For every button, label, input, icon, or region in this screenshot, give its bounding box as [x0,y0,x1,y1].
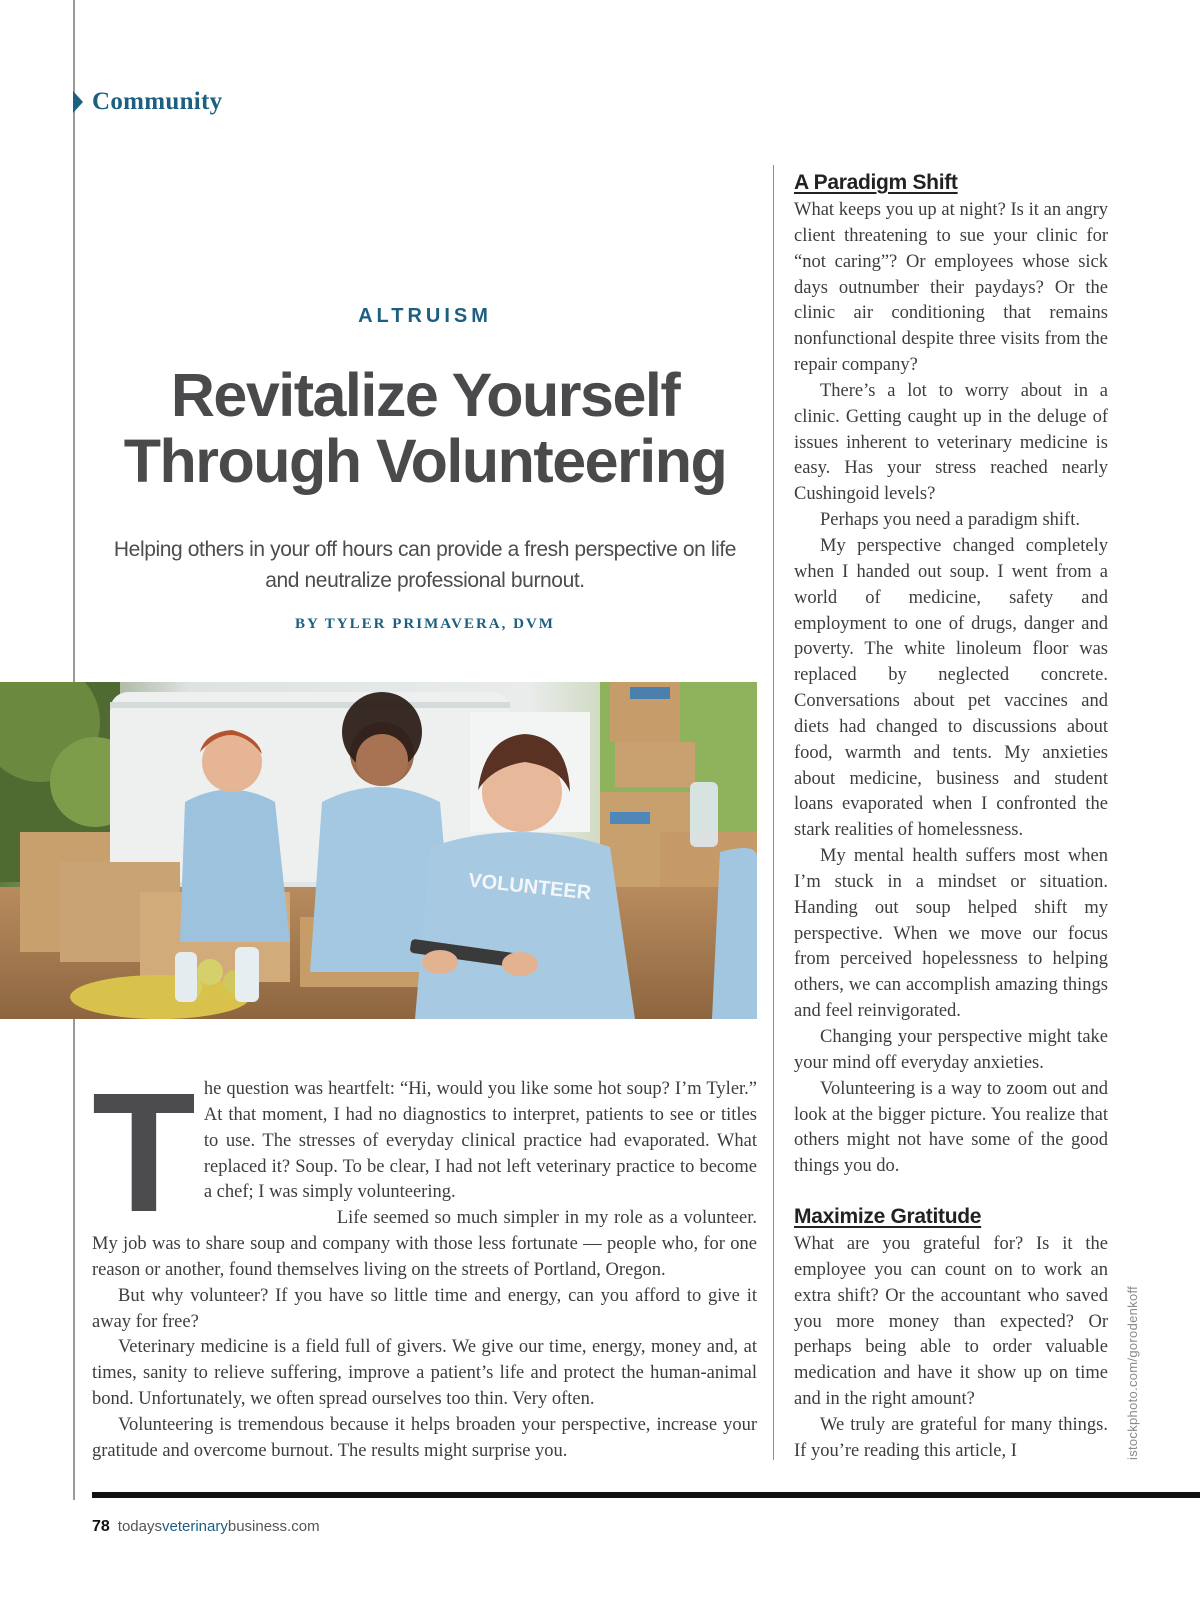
drop-cap: T [92,1058,196,1248]
column-rule [773,165,774,1460]
paragraph: What keeps you up at night? Is it an angry client threatening to sue your clinic for “not caring”? Or employees whose sick days outnumber their paydays? Or the clinic air conditioning that remains nonfunctional despite three visits from the repair company? [794,200,1108,376]
page-footer [92,1518,320,1536]
shirt-print: VOLUNTEER [467,869,593,905]
paragraph: There’s a lot to worry about in a clinic. Getting caught up in the deluge of issues inherent to veterinary medicine is easy. Has your stress reached nearly Cushingoid levels? [794,380,1108,505]
title-line-2: Through Volunteering [123,427,727,495]
triangle-marker-icon [73,91,83,113]
paragraph: We truly are grateful for many things. If you’re reading this article, I [794,1414,1108,1461]
article-byline: BY TYLER PRIMAVERA, DVM [295,616,555,632]
volunteers-photo [0,682,757,1019]
volunteers-illustration [0,682,757,1019]
article-kicker: ALTRUISM [358,305,492,327]
photo-credit: istockphoto.com/gorodenkoff [1125,1285,1140,1460]
paragraph: What are you grateful for? Is it the employee you can count on to work an extra shift? Or the accountant who saved you more money than expected? Or perhaps being able to order valuable medication and have it show up on time and in the right amount? [794,1234,1108,1410]
paragraph: Volunteering is a way to zoom out and look at the bigger picture. You realize that others might not have some of the good things you do. [794,1078,1108,1177]
article-title [75,362,775,494]
paragraph: My mental health suffers most when I’m stuck in a mindset or situation. Handing out soup helped shift my perspective. When we move our focus from perceived hopelessness to helping others, we can accomplish amazing things and feel reinvigorated. [794,846,1108,1022]
subhead-paradigm-shift: A Paradigm Shift [794,171,958,194]
paragraph-text: he question was heartfelt: “Hi, would you like some hot soup? I’m Tyler.” At that moment, I had no diagnostics to interpret, patients to see or titles to use. The stresses of everyday clinical practice had evaporated. What replaced it? Soup. To be clear, I had not left veterinary practice to become a chef; I was simply volunteering. [203,1079,757,1203]
page-number: 78 [92,1518,110,1535]
paragraph: Volunteering is tremendous because it helps broaden your perspective, increase your gratitude and overcome burnout. The results might surprise you. [92,1414,757,1461]
paragraph: My perspective changed completely when I handed out soup. I went from a world of medicine, safety and employment to one of drugs, danger and poverty. The white linoleum floor was replaced by neglected concrete. Conversations about pet vaccines and diets had changed to discussions about food, warmth and tents. My anxieties about medicine, business and student loans evaporated when I confronted the stark realities of homelessness. [794,535,1108,841]
footer-rule [92,1492,1200,1498]
title-line-1: Revitalize Yourself [170,361,680,429]
paragraph: Changing your perspective might take your mind off everyday anxieties. [794,1027,1108,1073]
article-deck: Helping others in your off hours can provide a fresh perspective on life and neutralize professional burnout. [113,538,737,592]
paragraph: But why volunteer? If you have so little time and energy, can you afford to give it away for free? [92,1285,757,1332]
section-tag [73,88,222,116]
site-name-part: business.com [227,1518,320,1535]
subhead-maximize-gratitude: Maximize Gratitude [794,1205,982,1229]
right-column-body [794,168,1108,1465]
paragraph: Life seemed so much simpler in my role as a volunteer. My job was to share soup and company with those less fortunate — people who, for one reason or another, found themselves living on the streets of Portland, Oregon. [92,1208,757,1280]
site-name-part: todays [117,1518,162,1535]
left-column-body [92,1058,757,1465]
site-name-part: veterinary [162,1518,228,1535]
paragraph: Perhaps you need a paradigm shift. [820,510,1080,531]
section-label: Community [92,88,223,115]
paragraph: Veterinary medicine is a field full of givers. We give our time, energy, money and, at times, sanity to relieve suffering, improve a patient’s life and protect the human-animal bond. Unfortunately, we often spread ourselves too thin. Very often. [92,1337,757,1410]
